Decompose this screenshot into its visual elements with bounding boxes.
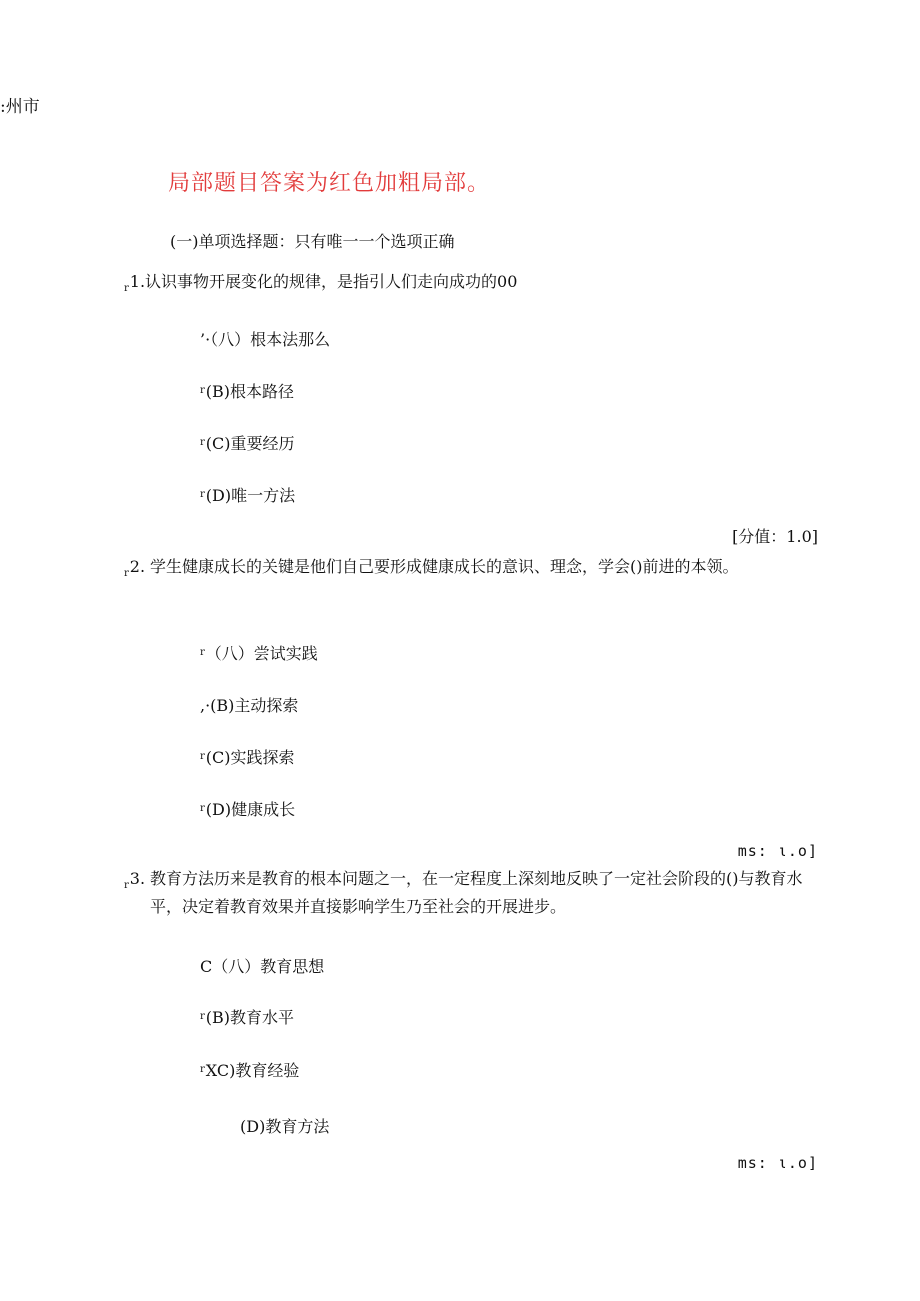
- option-b[interactable]: [200, 1005, 294, 1028]
- option-label: (B)根本路径: [205, 382, 295, 401]
- score-label: [分值：1.0]: [732, 527, 818, 546]
- option-label: （八）尝试实践: [205, 644, 318, 663]
- question-2: [124, 553, 814, 588]
- option-label: （八）根本法那么: [210, 330, 331, 349]
- option-d[interactable]: [200, 797, 295, 820]
- question-marker: r: [124, 568, 129, 579]
- option-label: (D)唯一方法: [205, 486, 296, 505]
- option-d[interactable]: [240, 1114, 329, 1137]
- score-label: ms: ι.o]: [737, 842, 818, 860]
- question-3: [124, 865, 824, 921]
- option-label: (B)教育水平: [205, 1008, 295, 1027]
- question-1: [124, 268, 517, 303]
- question-text: 学生健康成长的关键是他们自己要形成健康成长的意识、理念，学会()前进的本领。: [150, 557, 739, 576]
- option-label: (D)教育方法: [240, 1117, 330, 1136]
- option-b[interactable]: [200, 379, 294, 402]
- option-marker: r: [200, 385, 205, 396]
- option-marker: C: [200, 957, 213, 976]
- option-a[interactable]: [200, 954, 324, 977]
- score-label: ms: ι.o]: [737, 1154, 818, 1172]
- option-marker: r: [200, 751, 205, 762]
- option-a[interactable]: [200, 641, 318, 664]
- question-number: 2.: [129, 557, 146, 576]
- option-b[interactable]: [200, 693, 298, 716]
- option-label: (C)重要经历: [205, 434, 295, 453]
- header-city: :州市: [0, 97, 40, 117]
- option-label: (C)实践探索: [205, 748, 295, 767]
- option-marker: r: [200, 1011, 205, 1022]
- option-label: (B)主动探索: [210, 696, 299, 715]
- question-text: 教育方法历来是教育的根本问题之一，在一定程度上深刻地反映了一定社会阶段的()与教育水平，决定着教育效果并直接影响学生乃至社会的开展进步。: [150, 869, 803, 916]
- option-marker: ,·: [200, 696, 211, 715]
- question-marker: r: [124, 283, 129, 294]
- option-a[interactable]: [200, 327, 330, 350]
- option-c[interactable]: [200, 1058, 299, 1081]
- question-marker: r: [124, 880, 129, 891]
- option-d[interactable]: [200, 483, 295, 506]
- option-label: （八）教育思想: [212, 957, 325, 976]
- option-marker: r: [200, 437, 205, 448]
- option-c[interactable]: [200, 745, 295, 768]
- option-label: XC)教育经验: [205, 1061, 300, 1080]
- question-text: 认识事物开展变化的规律，是指引人们走向成功的00: [145, 272, 518, 291]
- section-title: (一)单项选择题：只有唯一一个选项正确: [170, 232, 455, 251]
- answer-notice: 局部题目答案为红色加粗局部。: [168, 171, 491, 196]
- option-marker: r: [200, 647, 205, 658]
- option-c[interactable]: [200, 431, 295, 454]
- option-marker: r: [200, 489, 205, 500]
- option-marker: ’·: [200, 330, 211, 349]
- option-marker: r: [200, 803, 205, 814]
- option-marker: r: [200, 1064, 205, 1075]
- question-number: 1.: [129, 272, 146, 291]
- question-number: 3.: [129, 869, 146, 888]
- option-label: (D)健康成长: [205, 800, 296, 819]
